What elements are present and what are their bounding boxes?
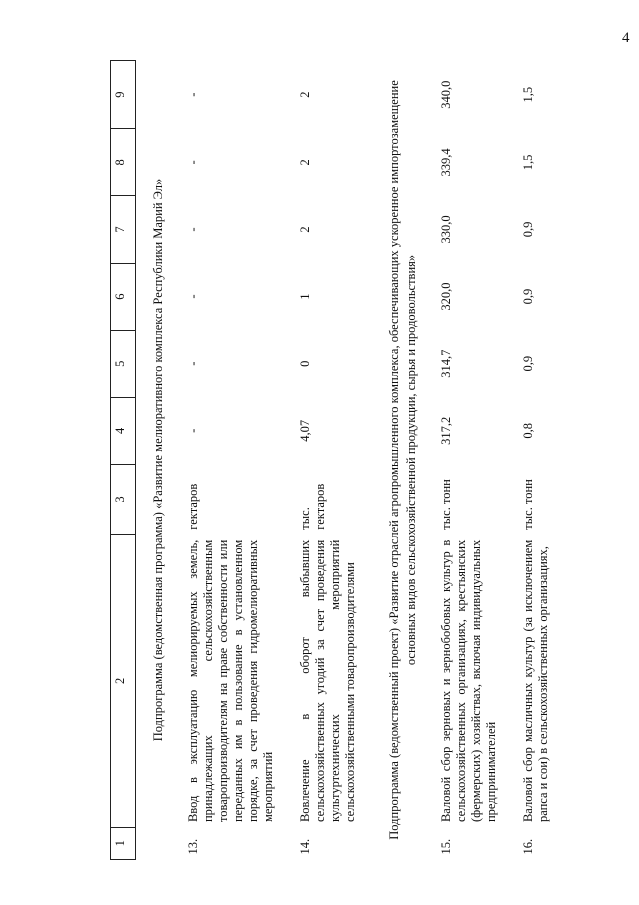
indicator-description: Ввод в эксплуатацию мелиорируемых земель, принадлежащих сельскохозяйственным товаропроизводителям на праве собственности или переданных им в пользование в установленном порядке, за счет проведения гидромелиоративных мероприятий [186,539,276,823]
value-cell: 340,0 [438,80,453,109]
value-cell: 330,0 [438,215,453,244]
table-row [513,61,565,860]
column-header: 8 [111,129,136,196]
indicator-description: Валовой сбор масличных культур (за исключением рапса и сои) в сельскохозяйственных организациях, [520,539,550,823]
column-header: 3 [111,464,136,534]
value-cell: 339,4 [438,148,453,177]
unit-cell: тыс. тонн [520,479,535,530]
column-number-row [111,61,136,860]
unit-cell: гектаров [186,483,201,530]
unit-cell: тыс. гектаров [298,483,328,530]
column-header: 7 [111,196,136,263]
value-cell: 320,0 [438,282,453,311]
value-cell: - [186,227,201,232]
column-header: 9 [111,61,136,129]
value-cell: 0 [298,360,313,367]
unit-cell: тыс. тонн [438,479,453,530]
value-cell: - [186,294,201,299]
section-title-row [372,61,431,860]
value-cell: 1,5 [520,86,535,103]
section-title: Подпрограмма (ведомственная программа) «Развитие мелиоративного комплекса Республики Марий Эл» [151,178,165,742]
indicator-description: Валовой сбор зерновых и зернобобовых культур в сельскохозяйственных организациях, крестьянских (фермерских) хозяйствах, включая индивидуальных предпринимателей [438,539,498,823]
value-cell: 2 [298,226,313,233]
value-cell: - [186,428,201,433]
value-cell: 2 [298,91,313,98]
column-header: 4 [111,397,136,464]
row-number: 15. [438,838,453,855]
page-number: 4 [622,30,630,46]
table-row [178,61,290,860]
value-cell: - [186,160,201,165]
value-cell: 0,9 [520,355,535,372]
row-number: 13. [186,838,201,855]
section-title: Подпрограмма (ведомственный проект) «Развитие отраслей агропромышленного комплекса, обеспечивающих ускоренное импортозамещение основных видов сельскохозяйственной продукции, сырья и продовольствия» [387,80,418,840]
value-cell: 317,2 [438,416,453,445]
value-cell: 0,8 [520,423,535,439]
column-header: 5 [111,330,136,397]
column-header: 1 [111,827,136,859]
value-cell: 314,7 [438,349,453,378]
value-cell: - [186,92,201,97]
value-cell: 4,07 [298,419,313,442]
section-title-row [136,61,179,860]
row-number: 16. [520,838,535,855]
column-header: 2 [111,535,136,827]
column-header: 6 [111,263,136,330]
indicator-description: Вовлечение в оборот выбывших сельскохозяйственных угодий за счет проведения культуртехнических мероприятий сельскохозяйственными товаропроизводителями [298,539,358,823]
value-cell: 0,9 [520,288,535,305]
value-cell: 1,5 [520,154,535,171]
rotated-table-area [110,60,630,860]
row-number: 14. [298,838,313,855]
table-row [431,61,513,860]
value-cell: - [186,361,201,366]
value-cell: 2 [298,159,313,166]
indicators-table [110,60,565,860]
value-cell: 1 [298,293,313,300]
value-cell: 0,9 [520,221,535,238]
table-row [290,61,372,860]
